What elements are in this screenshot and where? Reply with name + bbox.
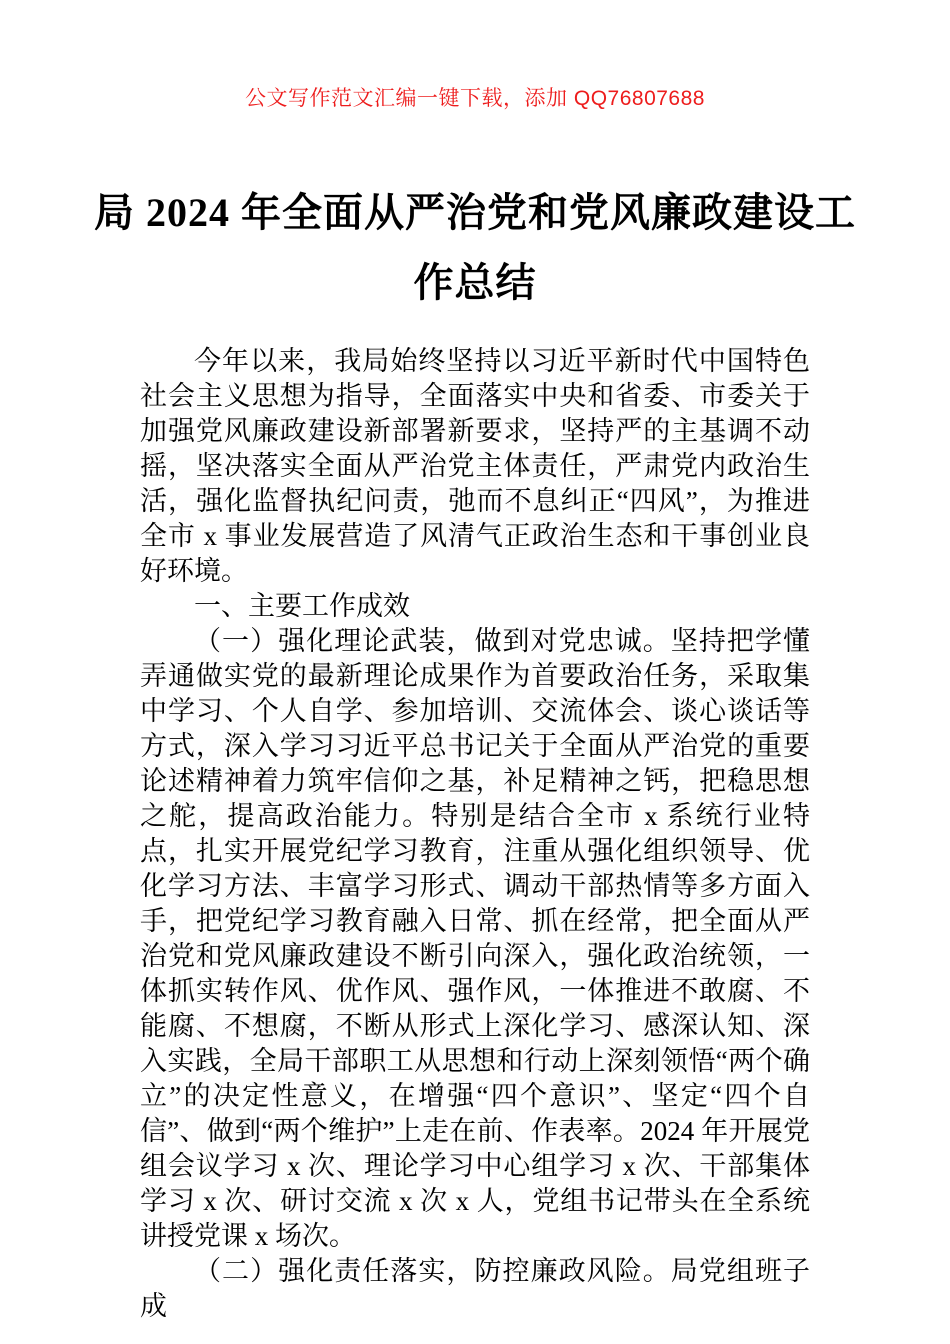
promo-banner-text: 公文写作范文汇编一键下载，添加 QQ76807688 — [245, 87, 705, 110]
section-heading: 一、主要工作成效 — [194, 591, 410, 621]
page-title-line-2: 作总结 — [413, 260, 537, 305]
document-body — [140, 344, 810, 1324]
page-title — [0, 178, 950, 318]
paragraph: （一）强化理论武装，做到对党忠诚。坚持把学懂弄通做实党的最新理论成果作为首要政治任务，采取集中学习、个人自学、参加培训、交流体会、谈心谈话等方式，深入学习习近平总书记关于全面从严治党的重要论述精神着力筑牢信仰之基，补足精神之钙，把稳思想之舵，提高政治能力。特别是结合全市 x 系统行业特点，扎实开展党纪学习教育，注重从强化组织领导、优化学习方法、丰富学习形式、调动干部热情等多方面入手，把党纪学习教育融入日常、抓在经常，把全面从严治党和党风廉政建设不断引向深入，强化政治统领，一体抓实转作风、优作风、强作风，一体推进不敢腐、不能腐、不想腐，不断从形式上深化学习、感深认知、深入实践，全局干部职工从思想和行动上深刻领悟“两个确立”的决定性意义，在增强“四个意识”、坚定“四个自信”、做到“两个维护”上走在前、作表率。2024 年开展党组会议学习 x 次、理论学习中心组学习 x 次、干部集体学习 x 次、研讨交流 x 次 x 人，党组书记带头在全系统讲授党课 x 场次。 — [140, 626, 810, 1251]
page-title-line-1: 局 2024 年全面从严治党和党风廉政建设工 — [94, 190, 856, 235]
paragraph: （二）强化责任落实，防控廉政风险。局党组班子成 — [140, 1256, 810, 1321]
paragraph: 今年以来，我局始终坚持以习近平新时代中国特色社会主义思想为指导，全面落实中央和省委、市委关于加强党风廉政建设新部署新要求，坚持严的主基调不动摇，坚决落实全面从严治党主体责任，严肃党内政治生活，强化监督执纪问责，弛而不息纠正“四风”，为推进全市 x 事业发展营造了风清气正政治生态和干事创业良好环境。 — [140, 346, 810, 586]
